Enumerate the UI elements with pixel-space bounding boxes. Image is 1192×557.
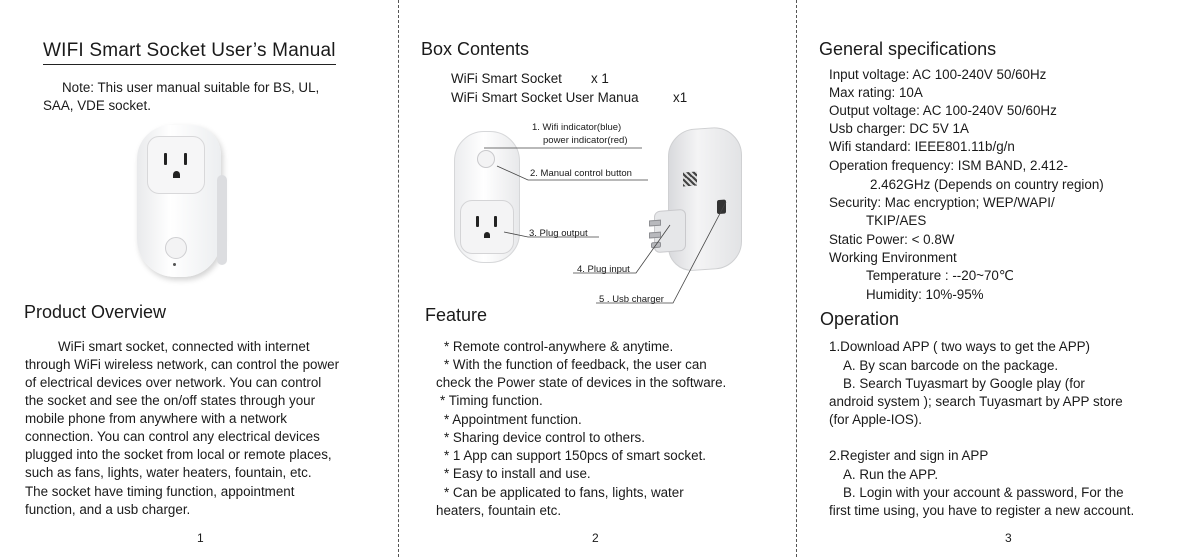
smart-socket-photo bbox=[137, 125, 221, 277]
feature-line: * Appointment function. bbox=[444, 412, 582, 427]
spec-line: Security: Mac encryption; WEP/WAPI/ bbox=[829, 195, 1055, 210]
feature-line: * Easy to install and use. bbox=[444, 466, 591, 481]
spec-line: Humidity: 10%-95% bbox=[866, 287, 984, 302]
overview-line: plugged into the socket from local or remote places, bbox=[25, 447, 332, 462]
overview-line: through WiFi wireless network, can control the power bbox=[25, 357, 340, 372]
note-line: Note: This user manual suitable for BS, UL, bbox=[62, 80, 320, 95]
spec-line: Static Power: < 0.8W bbox=[829, 232, 955, 247]
overview-line: The socket have timing function, appointment bbox=[25, 484, 295, 499]
operation-heading: Operation bbox=[820, 309, 900, 329]
box-item-name: WiFi Smart Socket bbox=[451, 71, 562, 86]
feature-line: heaters, fountain etc. bbox=[436, 503, 562, 518]
feature-line: * Can be applicated to fans, lights, water bbox=[444, 485, 684, 500]
operation-line: 1.Download APP ( two ways to get the APP) bbox=[829, 339, 1091, 354]
feature-heading: Feature bbox=[425, 305, 488, 325]
overview-line: of electrical devices over network. You can control bbox=[25, 375, 322, 390]
diagram-label: 1. Wifi indicator(blue) bbox=[532, 122, 622, 133]
spec-line: Wifi standard: IEEE801.11b/g/n bbox=[829, 139, 1015, 154]
overview-line: the socket and see the on/off states through your bbox=[25, 393, 316, 408]
feature-line: * Timing function. bbox=[440, 393, 543, 408]
note-line: SAA, VDE socket. bbox=[43, 98, 151, 113]
spec-line: TKIP/AES bbox=[866, 213, 927, 228]
feature-line: * With the function of feedback, the user can bbox=[444, 357, 707, 372]
overview-line: connection. You can control any electrical devices bbox=[25, 429, 320, 444]
box-item-qty: x 1 bbox=[591, 71, 609, 86]
diagram-label: 2. Manual control button bbox=[530, 168, 632, 179]
page-number: 1 bbox=[197, 531, 204, 545]
box-contents-heading: Box Contents bbox=[421, 39, 530, 59]
operation-line: A. By scan barcode on the package. bbox=[843, 358, 1059, 373]
operation-line: (for Apple-IOS). bbox=[829, 412, 923, 427]
feature-line: * 1 App can support 150pcs of smart socket. bbox=[444, 448, 707, 463]
overview-line: WiFi smart socket, connected with internet bbox=[58, 339, 310, 354]
feature-line: * Sharing device control to others. bbox=[444, 430, 645, 445]
operation-line: 2.Register and sign in APP bbox=[829, 448, 989, 463]
spec-line: Input voltage: AC 100-240V 50/60Hz bbox=[829, 67, 1047, 82]
feature-line: check the Power state of devices in the software. bbox=[436, 375, 727, 390]
diagram-label: power indicator(red) bbox=[543, 135, 628, 146]
spec-line: Output voltage: AC 100-240V 50/60Hz bbox=[829, 103, 1057, 118]
feature-line: * Remote control-anywhere & anytime. bbox=[444, 339, 674, 354]
spec-line: 2.462GHz (Depends on country region) bbox=[870, 177, 1104, 192]
box-item-qty: x1 bbox=[673, 90, 688, 105]
manual-title: WIFI Smart Socket User’s Manual bbox=[43, 40, 336, 65]
operation-line: B. Login with your account & password, For the bbox=[843, 485, 1124, 500]
overview-line: mobile phone from anywhere with a network bbox=[25, 411, 287, 426]
box-item-name: WiFi Smart Socket User Manua bbox=[451, 90, 639, 105]
spec-line: Usb charger: DC 5V 1A bbox=[829, 121, 969, 136]
manual-button-icon bbox=[165, 237, 187, 259]
spec-line: Operation frequency: ISM BAND, 2.412- bbox=[829, 158, 1068, 173]
spec-heading: General specifications bbox=[819, 39, 997, 59]
indicator-led-icon bbox=[173, 263, 176, 266]
operation-line: first time using, you have to register a new account. bbox=[829, 503, 1135, 518]
operation-line: A. Run the APP. bbox=[843, 467, 939, 482]
overview-line: function, and a usb charger. bbox=[25, 502, 191, 517]
operation-line: android system ); search Tuyasmart by APP store bbox=[829, 394, 1123, 409]
overview-line: such as fans, lights, water heaters, fountain, etc. bbox=[25, 465, 312, 480]
page-number: 3 bbox=[1005, 531, 1012, 545]
spec-line: Temperature : --20~70℃ bbox=[866, 268, 1014, 283]
spec-line: Max rating: 10A bbox=[829, 85, 923, 100]
page-number: 2 bbox=[592, 531, 599, 545]
operation-line: B. Search Tuyasmart by Google play (for bbox=[843, 376, 1085, 391]
spec-line: Working Environment bbox=[829, 250, 957, 265]
diagram-label: 3. Plug output bbox=[529, 228, 588, 239]
fold-line-2 bbox=[796, 0, 797, 557]
overview-heading: Product Overview bbox=[24, 302, 167, 322]
diagram-label: 4. Plug input bbox=[577, 264, 630, 275]
diagram-label: 5 . Usb charger bbox=[599, 294, 664, 305]
